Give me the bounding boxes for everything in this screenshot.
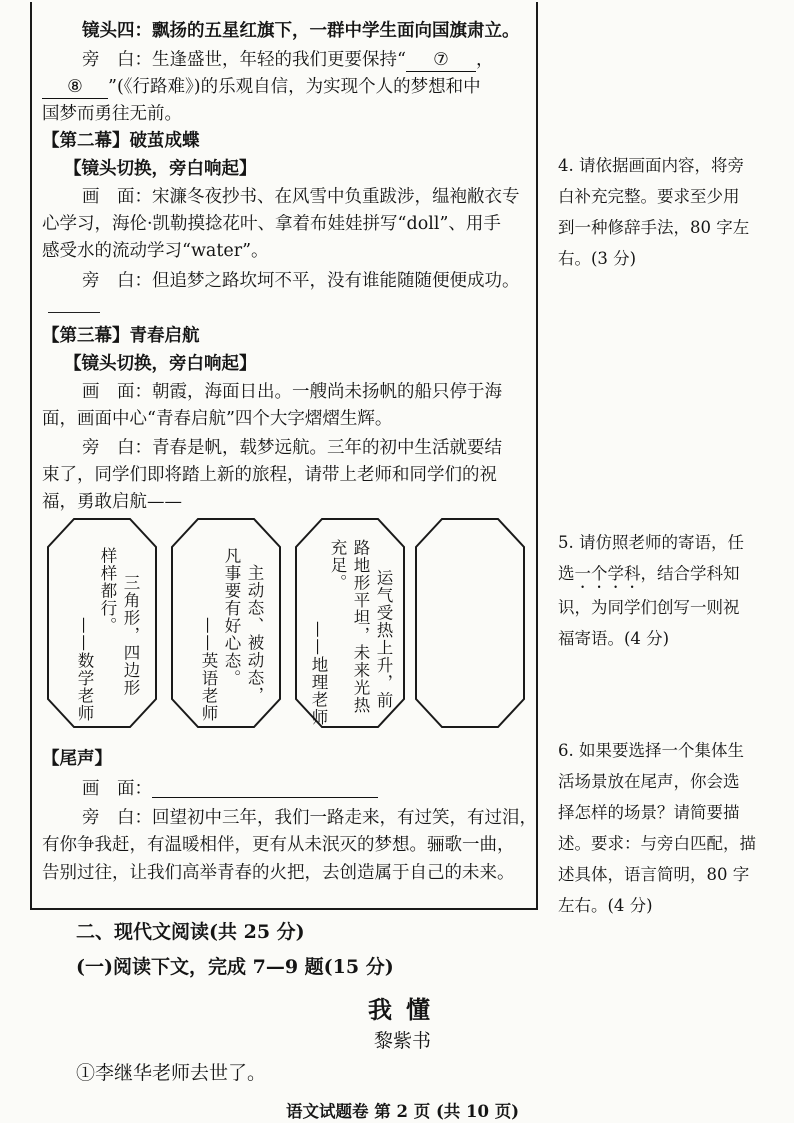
- question-4-line-2: 白补充完整。要求至少用: [558, 187, 740, 206]
- coda-voiceover-line-b: 有你争我赶，有温暖相伴，更有从未泯灭的梦想。骊歌一曲，: [42, 835, 515, 855]
- card-english-line-1: 主动态、被动态，: [245, 564, 264, 704]
- voiceover-1-text-c: ”(《行路难》)的乐观自信，为实现个人的梦想和中: [108, 77, 481, 97]
- act2-cue: 【镜头切换，旁白响起】: [64, 159, 257, 179]
- question-6-line-5: 述具体，语言简明，80 字: [558, 865, 750, 884]
- article-title: 我懂: [368, 995, 444, 1024]
- answer-blank-line[interactable]: [48, 312, 100, 313]
- act3-voiceover-line-c: 福，勇敢启航——: [42, 492, 182, 512]
- act3-picture-line-b: 面，画面中心“青春启航”四个大字熠熠生辉。: [42, 409, 393, 429]
- question-5-line-2: [558, 558, 778, 592]
- act3-voiceover-line-b: 束了，同学们即将踏上新的旅程，请带上老师和同学们的祝: [42, 465, 497, 485]
- question-4: [558, 150, 778, 274]
- question-6-line-1: 6. 如果要选择一个集体生: [558, 741, 744, 760]
- card-math-signature: ——数学老师: [75, 617, 94, 722]
- blank-8[interactable]: ⑧: [42, 76, 108, 99]
- question-5-text-end: ，结合学科知: [640, 564, 740, 583]
- act3-title: 【第三幕】青春启航: [42, 326, 200, 346]
- act3-cue: 【镜头切换，旁白响起】: [64, 354, 257, 374]
- act2-picture-line-b: 心学习，海伦·凯勒摸捻花叶、拿着布娃娃拼写“doll”、用手: [42, 214, 501, 234]
- question-5-text: 选: [558, 564, 575, 583]
- coda-picture-label: 画 面：: [82, 779, 152, 799]
- act2-title: 【第二幕】破茧成蝶: [42, 131, 200, 151]
- card-math-teacher: [46, 517, 158, 729]
- page-footer: 语文试题卷 第 2 页 (共 10 页): [286, 1102, 520, 1121]
- question-4-line-1: 4. 请依据画面内容，将旁: [558, 156, 744, 175]
- card-geography-line-3: 充足。: [328, 539, 347, 592]
- question-4-line-3: 到一种修辞手法，80 字左: [558, 218, 750, 237]
- card-geography-line-2: 路地形平坦，未来光热: [351, 539, 370, 714]
- question-5-line-4: 福寄语。(4 分): [558, 629, 670, 648]
- card-math-line-2: 样样都行。: [98, 547, 117, 635]
- question-5-line-1: 5. 请仿照老师的寄语，任: [558, 533, 744, 552]
- card-octagon-shape: [414, 517, 526, 729]
- act2-picture-line-a: 画 面：宋濂冬夜抄书、在风雪中负重跋涉，缊袍敝衣专: [82, 187, 520, 207]
- card-english-line-2: 凡事要有好心态。: [222, 547, 241, 687]
- article-author: 黎紫书: [374, 1030, 432, 1052]
- coda-voiceover-line-a: 旁 白：回望初中三年，我们一路走来，有过笑，有过泪，: [82, 808, 537, 828]
- question-5-line-3: 识，为同学们创写一则祝: [558, 598, 740, 617]
- card-english-signature: ——英语老师: [199, 617, 218, 722]
- card-english-teacher: [170, 517, 282, 729]
- article-paragraph-1: ①李继华老师去世了。: [76, 1062, 267, 1084]
- coda-picture-blank[interactable]: [152, 781, 378, 798]
- coda-voiceover-line-c: 告别过往，让我们高举青春的火把，去创造属于自己的未来。: [42, 863, 515, 883]
- act3-picture-line-a: 画 面：朝霞，海面日出。一艘尚未扬帆的船只停于海: [82, 382, 502, 402]
- question-6: [558, 735, 778, 921]
- voiceover-1-text-a: 旁 白：生逢盛世，年轻的我们更要保持“: [82, 50, 406, 70]
- question-5: [558, 527, 778, 654]
- act2-picture-line-c: 感受水的流动学习“water”。: [42, 241, 269, 261]
- card-math-line-1: 三角形，四边形: [121, 574, 140, 697]
- question-6-line-4: 述。要求：与旁白匹配，描: [558, 834, 756, 853]
- question-6-line-3: 择怎样的场景？请简要描: [558, 803, 740, 822]
- card-geography-line-1: 运气受热上升，前: [374, 569, 393, 709]
- card-geography-signature: ——地理老师: [309, 621, 328, 726]
- voiceover-1-line-c: 国梦而勇往无前。: [42, 104, 182, 124]
- voiceover-1-text-b: ，: [475, 50, 494, 70]
- question-4-line-4: 右。(3 分): [558, 249, 637, 268]
- voiceover-1-line-a: [82, 49, 493, 72]
- question-6-line-2: 活场景放在尾声，你会选: [558, 772, 740, 791]
- section-2-heading: 二、现代文阅读(共 25 分): [76, 921, 305, 943]
- card-blank-answer[interactable]: [414, 517, 526, 729]
- act2-voiceover: 旁 白：但追梦之路坎坷不平，没有谁能随随便便成功。: [82, 271, 520, 291]
- voiceover-1-line-b: [42, 76, 481, 99]
- question-5-emphasis: 一个学科: [574, 564, 641, 583]
- act3-voiceover-line-a: 旁 白：青春是帆，载梦远航。三年的初中生活就要结: [82, 438, 502, 458]
- question-6-line-6: 左右。(4 分): [558, 896, 653, 915]
- card-geography-teacher: [294, 517, 406, 729]
- coda-title: 【尾声】: [42, 749, 112, 769]
- coda-picture-line: [82, 778, 378, 800]
- section-2-subheading: (一)阅读下文，完成 7—9 题(15 分): [76, 956, 394, 978]
- scene4-line: 镜头四：飘扬的五星红旗下，一群中学生面向国旗肃立。: [82, 21, 520, 41]
- blank-7[interactable]: ⑦: [406, 49, 476, 72]
